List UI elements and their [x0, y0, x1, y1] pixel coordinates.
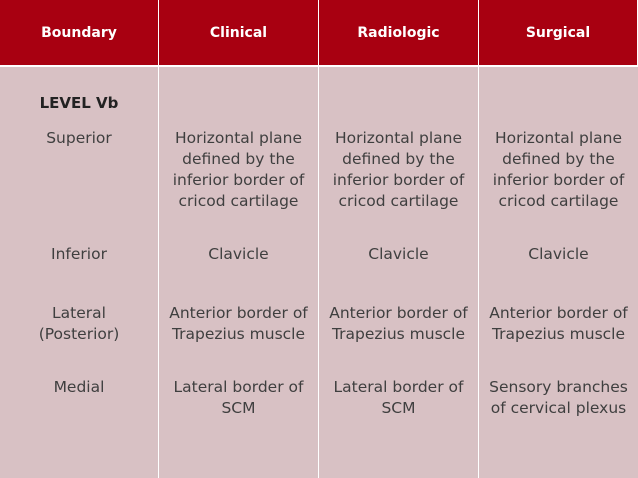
- cell-lateral-radiologic: Anterior border of Trapezius muscle: [329, 304, 468, 343]
- level-title: LEVEL Vb: [39, 94, 119, 112]
- header-surgical: Surgical: [479, 0, 638, 67]
- header-radiologic: Radiologic: [319, 0, 479, 67]
- cell-medial-boundary: Medial: [53, 378, 105, 396]
- cell-medial-surgical: Sensory branches of cervical plexus: [489, 378, 628, 417]
- column-boundary: [0, 67, 159, 478]
- header-boundary: Boundary: [0, 0, 159, 67]
- cell-superior-boundary: Superior: [46, 129, 112, 147]
- column-surgical: [479, 67, 638, 478]
- cell-medial-radiologic: Lateral border of SCM: [333, 378, 464, 417]
- column-clinical: [159, 67, 319, 478]
- cell-superior-surgical: Horizontal plane defined by the inferior border of cricod cartilage: [492, 129, 625, 210]
- column-radiologic: [319, 67, 479, 478]
- cell-lateral-boundary: Lateral (Posterior): [38, 304, 120, 343]
- cell-medial-clinical: Lateral border of SCM: [173, 378, 304, 417]
- cell-inferior-clinical: Clavicle: [208, 245, 269, 263]
- cell-lateral-surgical: Anterior border of Trapezius muscle: [489, 304, 628, 343]
- cell-inferior-radiologic: Clavicle: [368, 245, 429, 263]
- cell-lateral-clinical: Anterior border of Trapezius muscle: [169, 304, 308, 343]
- header-clinical: Clinical: [159, 0, 319, 67]
- cell-superior-radiologic: Horizontal plane defined by the inferior border of cricod cartilage: [332, 129, 465, 210]
- cell-superior-clinical: Horizontal plane defined by the inferior border of cricod cartilage: [172, 129, 305, 210]
- cell-inferior-boundary: Inferior: [51, 245, 107, 263]
- cell-inferior-surgical: Clavicle: [528, 245, 589, 263]
